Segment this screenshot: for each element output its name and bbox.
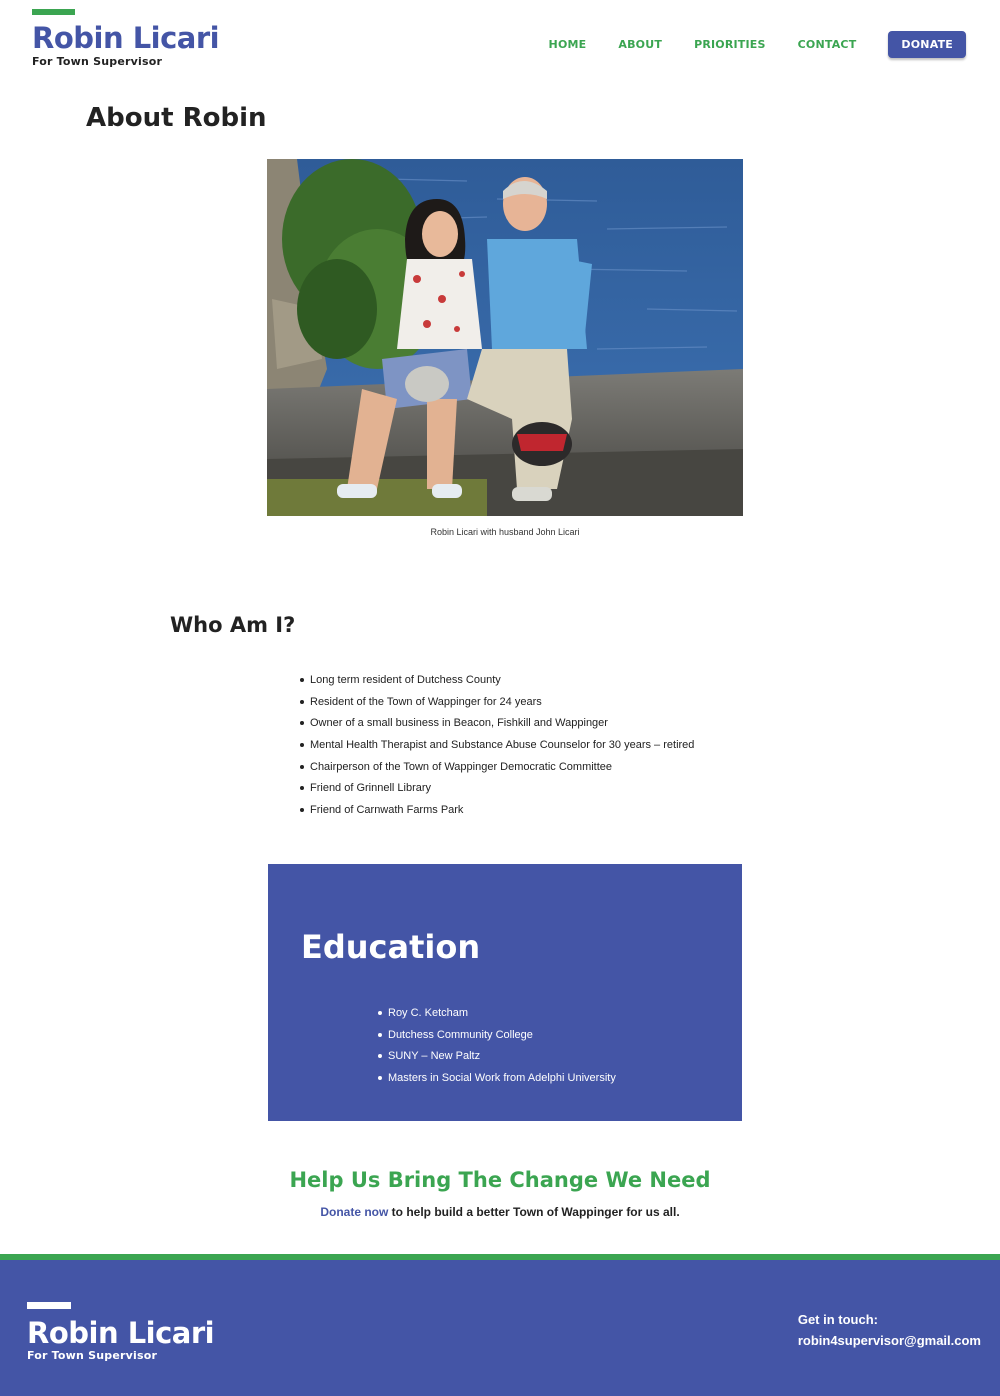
main-nav	[517, 31, 966, 58]
candidate-photo	[267, 159, 743, 516]
list-item: Resident of the Town of Wappinger for 24 years	[300, 693, 694, 715]
list-item: Masters in Social Work from Adelphi University	[378, 1070, 616, 1092]
cta-heading: Help Us Bring The Change We Need	[289, 1168, 711, 1192]
logo-tagline: For Town Supervisor	[32, 55, 163, 68]
footer-logo-name: Robin Licari	[27, 1316, 215, 1350]
cta-text-body: to help build a better Town of Wappinger for us all.	[388, 1205, 680, 1219]
list-item: SUNY – New Paltz	[378, 1048, 616, 1070]
site-footer	[0, 1260, 1000, 1396]
list-item: Dutchess Community College	[378, 1027, 616, 1049]
contact-label: Get in touch:	[797, 1312, 878, 1327]
nav-priorities[interactable]: PRIORITIES	[694, 38, 766, 51]
nav-contact[interactable]: CONTACT	[797, 38, 857, 51]
list-item: Owner of a small business in Beacon, Fishkill and Wappinger	[300, 714, 694, 736]
footer-logo[interactable]	[27, 1302, 214, 1362]
education-heading: Education	[301, 928, 481, 966]
list-item: Mental Health Therapist and Substance Abuse Counselor for 30 years – retired	[300, 736, 694, 758]
site-logo[interactable]	[32, 9, 219, 68]
footer-logo-tagline: For Town Supervisor	[27, 1349, 158, 1362]
logo-name: Robin Licari	[32, 21, 220, 55]
site-header	[0, 0, 1000, 90]
list-item: Chairperson of the Town of Wappinger Democratic Committee	[300, 758, 694, 780]
footer-contact	[798, 1310, 981, 1352]
list-item: Friend of Grinnell Library	[300, 779, 694, 801]
donate-now-link[interactable]: Donate now	[320, 1205, 389, 1219]
education-section	[268, 864, 742, 1121]
nav-about[interactable]: ABOUT	[618, 38, 663, 51]
photo-caption: Robin Licari with husband John Licari	[430, 527, 580, 537]
contact-email-link[interactable]: robin4supervisor@gmail.com	[797, 1333, 981, 1348]
who-am-i-heading: Who Am I?	[170, 613, 296, 637]
logo-accent-bar	[32, 9, 75, 15]
page-title: About Robin	[86, 103, 267, 133]
donate-button[interactable]: DONATE	[888, 31, 966, 58]
list-item: Friend of Carnwath Farms Park	[300, 801, 694, 823]
list-item: Long term resident of Dutchess County	[300, 671, 694, 693]
footer-logo-accent-bar	[27, 1302, 71, 1309]
list-item: Roy C. Ketcham	[378, 1005, 616, 1027]
education-list	[378, 1005, 616, 1092]
cta-text	[0, 1205, 1000, 1219]
nav-home[interactable]: HOME	[548, 38, 587, 51]
who-am-i-list	[300, 671, 694, 823]
